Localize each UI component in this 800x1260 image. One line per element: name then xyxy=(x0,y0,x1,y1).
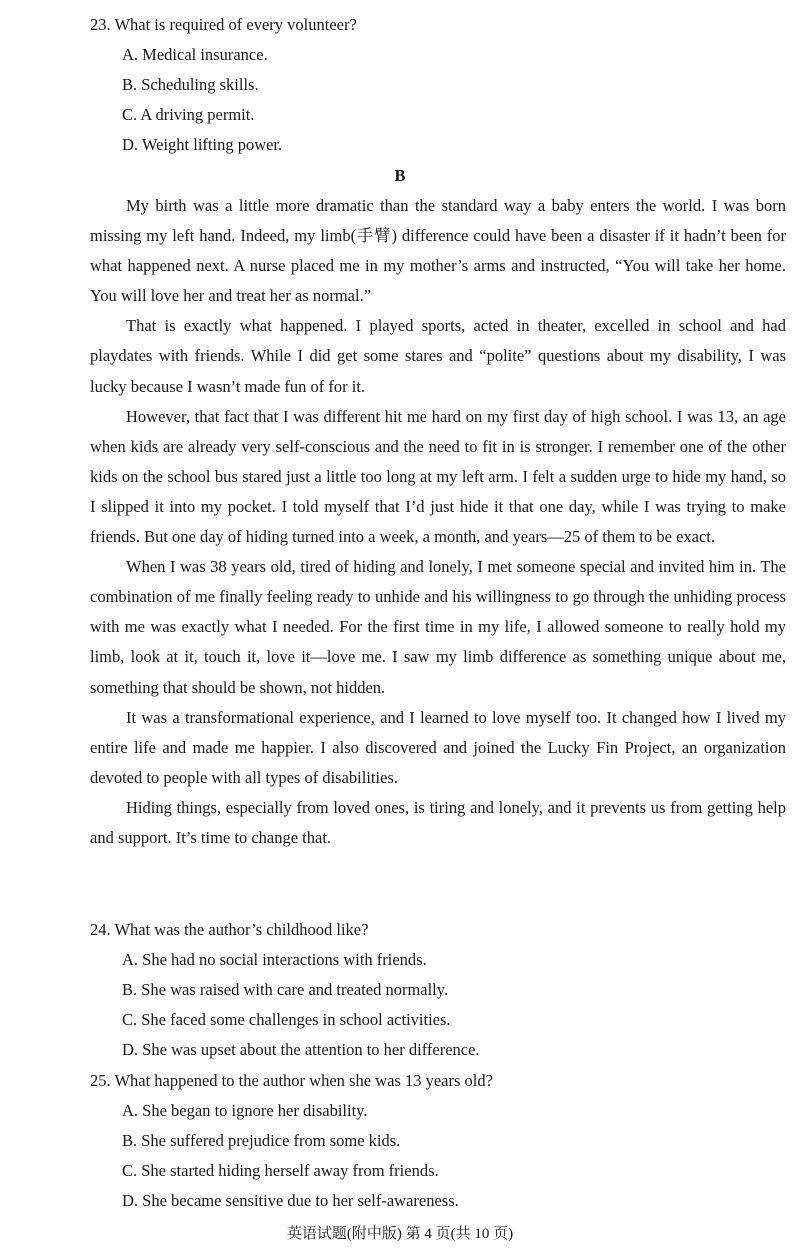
question-23-stem: 23. What is required of every volunteer? xyxy=(90,15,357,34)
question-23-option-a: A. Medical insurance. xyxy=(122,45,268,64)
passage-paragraph-6: Hiding things, especially from loved ones, is tiring and lonely, and it prevents us from getting help and support. It’s time to change that. xyxy=(90,797,786,847)
question-25-option-b: B. She suffered prejudice from some kids. xyxy=(122,1131,401,1150)
question-23-option-d: D. Weight lifting power. xyxy=(122,135,283,154)
reading-passage xyxy=(90,191,786,853)
question-24-option-a: A. She had no social interactions with friends. xyxy=(122,950,427,969)
question-25-option-a: A. She began to ignore her disability. xyxy=(122,1101,368,1120)
question-23-option-c: C. A driving permit. xyxy=(122,105,255,124)
question-24-option-c: C. She faced some challenges in school activities. xyxy=(122,1010,451,1029)
passage-paragraph-3: However, that fact that I was different hit me hard on my first day of high school. I was 13, an age when kids are already very self-conscious and the need to fit in is stronger. I remember one of the other kids on the school bus stared just a little too long at my left arm. I felt a sudden urge to hide my hand, so I slipped it into my pocket. I told myself that I’d just hide it that one day, while I was trying to make friends. But one day of hiding turned into a week, a month, and years—25 of them to be exact. xyxy=(90,406,786,547)
question-23-option-b: B. Scheduling skills. xyxy=(122,75,259,94)
passage-paragraph-2: That is exactly what happened. I played sports, acted in theater, excelled in school and had playdates with friends. While I did get some stares and “polite” questions about my disability, I was lucky because I wasn’t made fun of for it. xyxy=(90,316,786,396)
question-25-stem: 25. What happened to the author when she was 13 years old? xyxy=(90,1071,493,1090)
passage-paragraph-4: When I was 38 years old, tired of hiding and lonely, I met someone special and invited him in. The combination of me finally feeling ready to unhide and his willingness to go through the unhiding process with me was exactly what I needed. For the first time in my life, I allowed someone to really hold my limb, look at it, touch it, love it—love me. I saw my limb difference as something unique about me, something that should be shown, not hidden. xyxy=(90,557,786,697)
passage-paragraph-1: My birth was a little more dramatic than the standard way a baby enters the world. I was born missing my left hand. Indeed, my limb(手臂) difference could have been a disaster if it hadn’t been for what happened next. A nurse placed me in my mother’s arms and instructed, “You will take her home. You will love her and treat her as normal.” xyxy=(90,196,786,306)
page-footer: 英语试题(附中版) 第 4 页(共 10 页) xyxy=(286,1226,514,1242)
question-25-option-c: C. She started hiding herself away from friends. xyxy=(122,1161,439,1180)
question-24-stem: 24. What was the author’s childhood like? xyxy=(90,920,369,939)
question-24-option-d: D. She was upset about the attention to her difference. xyxy=(122,1040,480,1059)
section-b-title: B xyxy=(394,166,406,185)
passage-paragraph-5: It was a transformational experience, and I learned to love myself too. It changed how I lived my entire life and made me happier. I also discovered and joined the Lucky Fin Project, an organization devoted to people with all types of disabilities. xyxy=(90,707,786,787)
question-25-option-d: D. She became sensitive due to her self-awareness. xyxy=(122,1191,459,1210)
question-24-option-b: B. She was raised with care and treated normally. xyxy=(122,980,449,999)
